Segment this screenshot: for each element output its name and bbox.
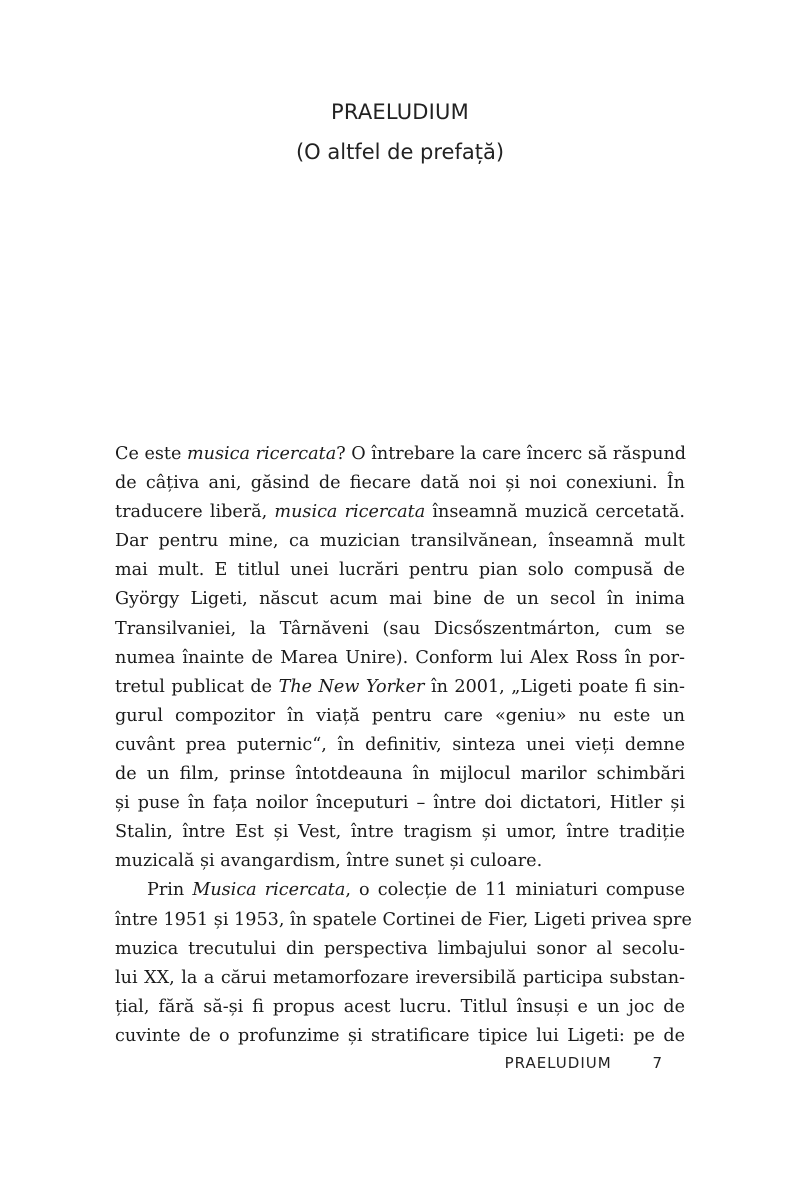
text-line — [115, 964, 685, 993]
text-line — [115, 556, 685, 585]
text-line — [115, 440, 685, 469]
text-segment: de un film, prinse întotdeauna în mijlocul marilor schimbări — [115, 764, 685, 785]
text-line — [115, 1022, 685, 1051]
chapter-title: PRAELUDIUM — [331, 100, 469, 124]
chapter-subtitle: (O altfel de prefață) — [295, 140, 505, 164]
text-segment: între 1951 și 1953, în spatele Cortinei de Fier, Ligeti privea spre — [115, 909, 692, 930]
text-segment: gurul compozitor în viață pentru care «geniu» nu este un — [115, 705, 685, 726]
text-segment: cuvinte de o profunzime și stratificare tipice lui Ligeti: pe de — [115, 1025, 685, 1046]
running-head: PRAELUDIUM — [504, 1054, 612, 1072]
text-segment: , o colecție de 11 miniaturi compuse — [345, 880, 685, 901]
text-line — [115, 469, 685, 498]
text-segment: cuvânt prea puternic“, în definitiv, sinteza unei vieți demne — [115, 734, 685, 755]
text-segment: țial, fără să-și fi propus acest lucru. Titlul însuși e un joc de — [115, 996, 685, 1017]
text-line — [115, 876, 685, 905]
text-segment: tretul publicat de — [115, 676, 279, 697]
text-line — [115, 731, 685, 760]
text-line — [115, 906, 692, 935]
italic-title: The New Yorker — [278, 676, 425, 697]
text-line — [115, 935, 685, 964]
text-segment: Ce este — [115, 444, 187, 464]
text-line — [115, 702, 685, 731]
text-line — [115, 993, 685, 1022]
text-line — [115, 760, 685, 789]
text-segment: înseamnă muzică cercetată. — [425, 502, 685, 523]
text-line — [115, 818, 685, 847]
text-segment: numea înainte de Marea Unire). Conform lui Alex Ross în por- — [115, 647, 685, 668]
italic-title: musica ricercata — [274, 502, 426, 523]
page-number: 7 — [652, 1054, 662, 1072]
text-line — [115, 527, 685, 556]
text-line — [115, 644, 685, 673]
italic-title: Musica ricercata — [192, 880, 346, 901]
text-line — [115, 789, 685, 818]
text-segment: mai mult. E titlul unei lucrări pentru pian solo compusă de — [115, 560, 685, 581]
italic-title: musica ricercata — [186, 444, 337, 464]
text-segment: Dar pentru mine, ca muzician transilvănean, înseamnă mult — [115, 531, 685, 552]
text-line — [115, 615, 685, 644]
text-segment: ? O întrebare la care încerc să răspund — [336, 444, 687, 464]
text-line — [115, 585, 685, 614]
text-segment: în 2001, „Ligeti poate fi sin- — [424, 676, 685, 697]
text-line — [115, 673, 685, 702]
text-segment: de câțiva ani, găsind de fiecare dată noi și noi conexiuni. În — [115, 473, 685, 494]
page-footer — [505, 1054, 662, 1072]
text-segment: Transilvaniei, la Târnăveni (sau Dicsőszentmárton, cum se — [115, 618, 685, 639]
text-segment: muzica trecutului din perspectiva limbajului sonor al secolu- — [115, 938, 685, 959]
text-line — [115, 847, 685, 876]
text-segment: și puse în fața noilor începuturi – între doi dictatori, Hitler și — [115, 793, 685, 814]
body-text — [115, 440, 692, 1051]
paragraph-1 — [115, 440, 685, 876]
text-segment: György Ligeti, născut acum mai bine de un secol în inima — [115, 589, 685, 610]
text-segment: Prin — [147, 880, 193, 901]
text-segment: Stalin, între Est și Vest, între tragism și umor, între tradiție — [115, 822, 685, 843]
text-segment: lui XX, la a cărui metamorfozare ireversibilă participa substan- — [115, 967, 685, 988]
text-line — [115, 498, 685, 527]
text-segment: traducere liberă, — [115, 502, 275, 523]
paragraph-2 — [115, 876, 692, 1051]
text-segment: muzicală și avangardism, între sunet și culoare. — [115, 851, 543, 872]
